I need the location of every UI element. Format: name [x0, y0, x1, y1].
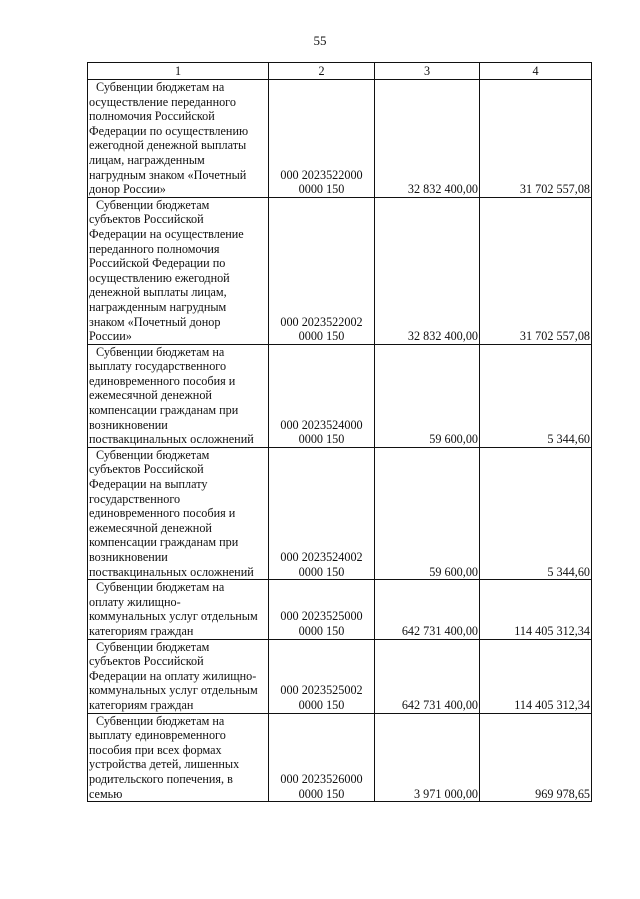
row-name-cell [88, 639, 269, 713]
row-name-line: Субвенции бюджетам [96, 197, 210, 212]
row-name-line: Субвенции бюджетам на [96, 713, 225, 728]
row-name-line: Федерации на оплату жилищно- [89, 668, 257, 683]
row-code-cell [269, 713, 375, 802]
row-name-line: Субвенции бюджетам на [96, 80, 225, 94]
row-name-line: пособия при всех формах [89, 742, 222, 757]
header-col-2: 2 [269, 63, 375, 80]
row-code-cell [269, 197, 375, 344]
row-name-line: Субвенции бюджетам на [96, 344, 225, 359]
row-name-line: ежемесячной денежной [89, 388, 212, 403]
row-code-line: 000 2023522000 [280, 167, 363, 182]
row-code-line: 000 2023524000 [280, 417, 363, 432]
row-amount-col4: 114 405 312,34 [480, 639, 592, 713]
row-name-line: Федерации по осуществлению [89, 123, 249, 138]
row-name-line: субъектов Российской [89, 654, 204, 669]
row-name-line: Субвенции бюджетам на [96, 580, 225, 595]
row-code-line: 000 2023522002 [280, 314, 363, 329]
row-name-line: субъектов Российской [89, 212, 204, 227]
row-name-line: знаком «Почетный донор [89, 314, 221, 329]
row-name-line: поствакцинальных осложнений [89, 564, 254, 579]
row-amount-col4: 31 702 557,08 [480, 80, 592, 198]
row-name-line: категориям граждан [89, 697, 194, 712]
row-name-line: единовременного пособия и [89, 506, 236, 521]
row-name-line: Федерации на выплату [89, 477, 208, 492]
row-name-cell [88, 713, 269, 802]
row-name-line: устройства детей, лишенных [89, 757, 240, 772]
row-name-line: возникновении [89, 417, 168, 432]
row-amount-col3: 3 971 000,00 [375, 713, 480, 802]
row-amount-col4: 5 344,60 [480, 344, 592, 447]
table-row [88, 197, 592, 344]
row-name-line: Федерации на осуществление [89, 226, 244, 241]
row-name-cell [88, 447, 269, 579]
row-code-line: 0000 150 [298, 786, 345, 801]
row-code-cell [269, 447, 375, 579]
row-name-line: возникновении [89, 550, 168, 564]
row-name-line: компенсации гражданам при [89, 535, 239, 550]
row-code-line: 000 2023525000 [280, 609, 363, 624]
row-name-line: государственного [89, 491, 181, 506]
row-amount-col4: 5 344,60 [480, 447, 592, 579]
table-row [88, 447, 592, 579]
row-name-line: ежемесячной денежной [89, 520, 212, 535]
row-name-cell [88, 197, 269, 344]
row-name-line: нагрудным знаком «Почетный [89, 167, 247, 182]
row-code-line: 000 2023524002 [280, 550, 363, 564]
row-amount-col3: 59 600,00 [375, 344, 480, 447]
table-row [88, 80, 592, 198]
row-name-line: денежной выплаты лицам, [89, 285, 227, 300]
row-name-line: коммунальных услуг отдельным [89, 609, 258, 624]
row-name-line: категориям граждан [89, 623, 194, 638]
row-code-line: 000 2023525002 [280, 683, 363, 698]
row-code-line: 0000 150 [298, 432, 345, 447]
header-col-4: 4 [480, 63, 592, 80]
row-name-line: компенсации гражданам при [89, 403, 239, 418]
row-amount-col3: 642 731 400,00 [375, 639, 480, 713]
row-amount-col3: 59 600,00 [375, 447, 480, 579]
row-name-cell [88, 80, 269, 198]
row-name-line: единовременного пособия и [89, 373, 236, 388]
row-name-line: Субвенции бюджетам [96, 639, 210, 654]
row-amount-col3: 642 731 400,00 [375, 580, 480, 639]
header-row [88, 63, 592, 80]
row-name-line: России» [89, 329, 132, 344]
page-number: 55 [313, 33, 327, 48]
row-code-line: 0000 150 [298, 623, 345, 638]
budget-table [87, 62, 592, 802]
row-name-line: осуществление переданного [89, 94, 236, 109]
row-code-cell [269, 80, 375, 198]
row-amount-col4: 31 702 557,08 [480, 197, 592, 344]
row-name-line: донор России» [89, 182, 166, 197]
row-name-line: Субвенции бюджетам [96, 447, 210, 462]
row-name-line: выплату единовременного [89, 728, 226, 743]
row-code-cell [269, 639, 375, 713]
row-name-line: полномочия Российской [89, 109, 215, 124]
row-code-cell [269, 344, 375, 447]
row-name-line: субъектов Российской [89, 462, 204, 477]
table-row [88, 639, 592, 713]
row-name-line: коммунальных услуг отдельным [89, 683, 258, 698]
header-col-3: 3 [375, 63, 480, 80]
row-name-line: выплату государственного [89, 359, 227, 374]
table-row [88, 580, 592, 639]
row-name-line: семью [89, 786, 123, 801]
row-name-line: родительского попечения, в [89, 771, 233, 786]
row-name-line: оплату жилищно- [89, 594, 181, 609]
table-row [88, 344, 592, 447]
row-name-line: ежегодной денежной выплаты [89, 138, 247, 153]
row-name-cell [88, 344, 269, 447]
row-amount-col4: 969 978,65 [480, 713, 592, 802]
table-row [88, 713, 592, 802]
row-code-cell [269, 580, 375, 639]
row-name-line: поствакцинальных осложнений [89, 432, 254, 447]
row-name-line: награжденным нагрудным [89, 299, 227, 314]
row-name-line: Российской Федерации по [89, 256, 226, 271]
row-name-line: лицам, награжденным [89, 152, 205, 167]
row-amount-col4: 114 405 312,34 [480, 580, 592, 639]
row-code-line: 0000 150 [298, 564, 345, 579]
header-col-1: 1 [88, 63, 269, 80]
row-code-line: 000 2023526000 [280, 771, 363, 786]
row-code-line: 0000 150 [298, 182, 345, 197]
row-amount-col3: 32 832 400,00 [375, 80, 480, 198]
row-name-cell [88, 580, 269, 639]
row-name-line: переданного полномочия [89, 241, 220, 256]
row-code-line: 0000 150 [298, 697, 345, 712]
row-amount-col3: 32 832 400,00 [375, 197, 480, 344]
table-body [88, 80, 592, 802]
row-name-line: осуществлению ежегодной [89, 270, 230, 285]
row-code-line: 0000 150 [298, 329, 345, 344]
